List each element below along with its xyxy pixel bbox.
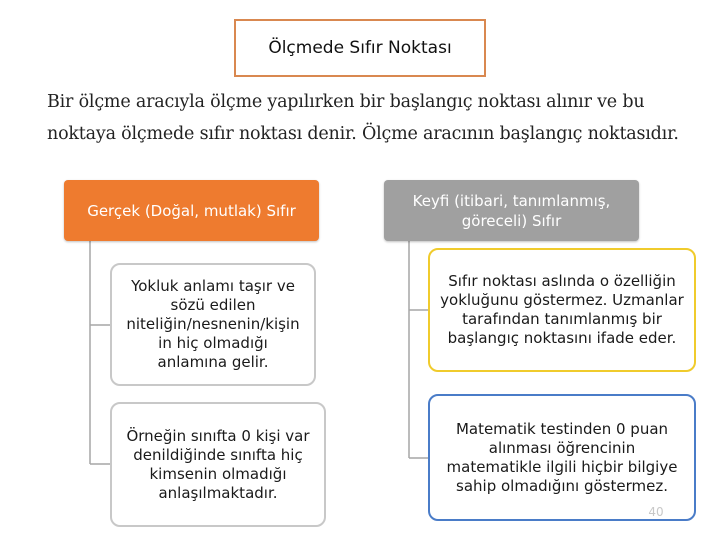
arbitrary-zero-definition-card	[428, 248, 696, 372]
page-number: 40	[648, 505, 664, 519]
arbitrary-zero-example-card	[428, 394, 696, 521]
page-title: Ölçmede Sıfır Noktası	[234, 19, 486, 77]
intro-line-2: noktaya ölçmede sıfır noktası denir. Ölçme aracının başlangıç noktasıdır.	[47, 124, 679, 144]
true-zero-example-text: Örneğin sınıfta 0 kişi var denildiğinde sınıfta hiç kimsenin olmadığı anlaşılmaktadır.	[126, 426, 310, 502]
true-zero-definition-text: Yokluk anlamı taşır ve sözü edilen niteliğin/nesnenin/kişin in hiç olmadığı anlamına gelir.	[126, 277, 300, 371]
header-arbitrary-zero: Keyfi (itibari, tanımlanmış, göreceli) Sıfır	[384, 180, 639, 241]
intro-line-1: Bir ölçme aracıyla ölçme yapılırken bir başlangıç noktası alınır ve bu	[47, 92, 645, 112]
intro-paragraph	[47, 86, 687, 150]
true-zero-definition-card	[110, 263, 316, 386]
header-true-zero: Gerçek (Doğal, mutlak) Sıfır	[64, 180, 319, 241]
arbitrary-zero-example-text: Matematik testinden 0 puan alınması öğrencinin matematikle ilgili hiçbir bilgiye sahip olmadığını göstermez.	[446, 419, 678, 495]
arbitrary-zero-definition-text: Sıfır noktası aslında o özelliğin yokluğunu göstermez. Uzmanlar tarafından tanımlanmış bir başlangıç noktasını ifade eder.	[440, 272, 684, 347]
true-zero-example-card	[110, 402, 326, 527]
